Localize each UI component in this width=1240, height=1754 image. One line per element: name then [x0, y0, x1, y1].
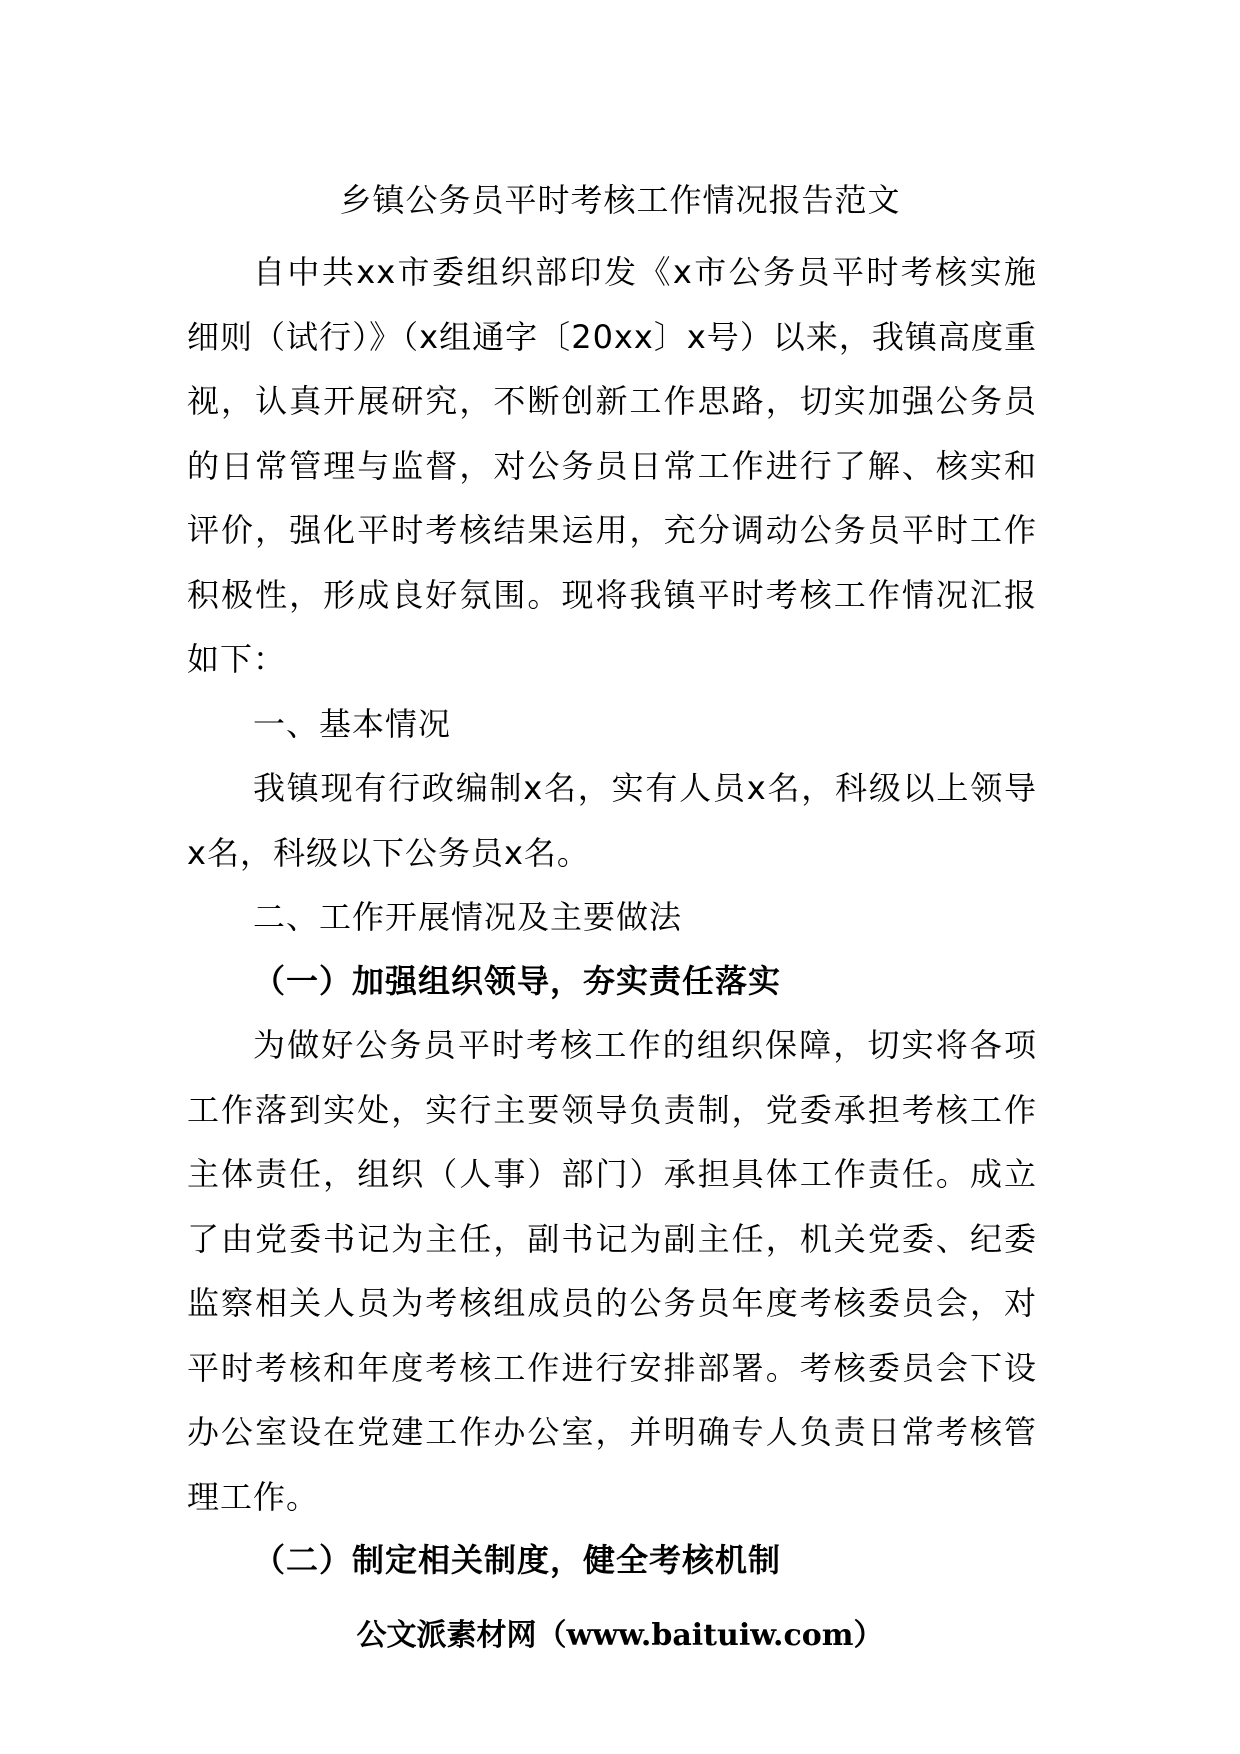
subheading-organization: （一）加强组织领导，夯实责任落实 — [253, 962, 782, 1000]
organization-paragraph: 为做好公务员平时考核工作的组织保障，切实将各项工作落到实处，实行主要领导负责制，党委承担考核工作主体责任，组织（人事）部门）承担具体工作责任。成立了由党委书记为主任，副书记为副主任，机关党委、纪委监察相关人员为考核组成员的公务员年度考核委员会，对平时考核和年度考核工作进行安排部署。考核委员会下设办公室设在党建工作办公室，并明确专人负责日常考核管理工作。 — [187, 1026, 1037, 1516]
document-title: 乡镇公务员平时考核工作情况报告范文 — [339, 181, 901, 219]
subheading-system: （二）制定相关制度，健全考核机制 — [253, 1541, 782, 1579]
intro-paragraph: 自中共xx市委组织部印发《x市公务员平时考核实施细则（试行）》（x组通字〔20xx〕x号）以来，我镇高度重视，认真开展研究，不断创新工作思路，切实加强公务员的日常管理与监督，对公务员日常工作进行了解、核实和评价，强化平时考核结果运用，充分调动公务员平时工作积极性，形成良好氛围。现将我镇平时考核工作情况汇报如下： — [187, 253, 1037, 678]
section-heading-basic-info: 一、基本情况 — [253, 705, 452, 743]
section-heading-work-progress: 二、工作开展情况及主要做法 — [253, 898, 683, 936]
footer-watermark: 公文派素材网（www.baituiw.com） — [356, 1618, 884, 1653]
basic-info-paragraph: 我镇现有行政编制x名，实有人员x名，科级以上领导x名，科级以下公务员x名。 — [187, 769, 1037, 872]
